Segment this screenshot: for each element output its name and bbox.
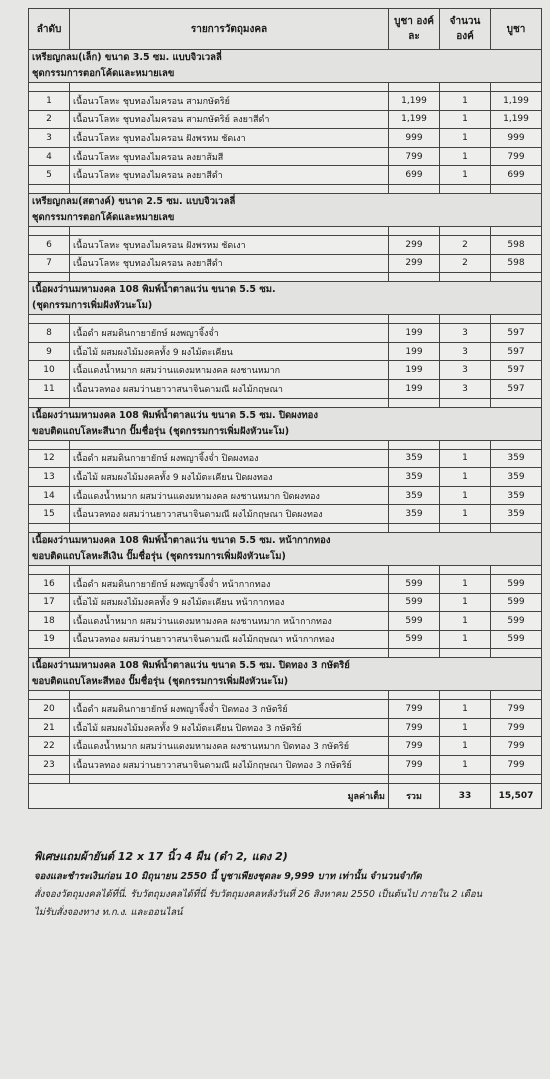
item-description: เนื้อแดงน้ำหมาก ผสมว่านแดงมหามงคล ผงชานหมาก ปิดผงทอง [70,486,389,505]
spacer-cell [70,184,389,193]
spacer-row [29,83,542,92]
item-total: 599 [491,593,542,612]
item-number: 2 [29,110,70,129]
item-total: 699 [491,166,542,185]
table-row [29,630,542,649]
table-row [29,700,542,719]
item-unit-price: 359 [389,486,440,505]
spacer-cell [70,774,389,783]
section-title-line1: เนื้อผงว่านมหามงคล 108 พิมพ์น้ำตาลแว่น ขนาด 5.5 ซม. [32,284,276,296]
spacer-cell [70,565,389,574]
spacer-cell [491,649,542,658]
item-unit-price: 799 [389,700,440,719]
section-header-row [29,50,542,83]
section-header-row [29,658,542,691]
spacer-cell [389,398,440,407]
item-number: 21 [29,718,70,737]
spacer-cell [491,273,542,282]
item-quantity: 1 [440,737,491,756]
item-quantity: 2 [440,254,491,273]
spacer-cell [29,226,70,235]
table-row [29,612,542,631]
item-number: 16 [29,574,70,593]
item-total: 359 [491,505,542,524]
item-quantity: 3 [440,379,491,398]
item-number: 22 [29,737,70,756]
item-number: 9 [29,342,70,361]
item-quantity: 3 [440,361,491,380]
section-header-row [29,407,542,440]
spacer-cell [29,315,70,324]
item-number: 10 [29,361,70,380]
item-description: เนื้อแดงน้ำหมาก ผสมว่านแดงมหามงคล ผงชานหมาก หน้ากากทอง [70,612,389,631]
table-row [29,129,542,148]
item-unit-price: 199 [389,324,440,343]
table-row [29,361,542,380]
item-quantity: 1 [440,486,491,505]
item-description: เนื้อนวโลหะ ชุบทองไมครอน ฝังพรหม ชัดเงา [70,235,389,254]
bonus-note: พิเศษแถมผ้ายันต์ 12 x 17 นิ้ว 4 ผืน (ดำ 2, แดง 2) [34,850,288,863]
item-number: 14 [29,486,70,505]
item-quantity: 2 [440,235,491,254]
item-quantity: 3 [440,342,491,361]
section-title [29,193,542,226]
spacer-cell [29,774,70,783]
spacer-row [29,184,542,193]
booking-note: จองและชำระเงินก่อน 10 มิถุนายน 2550 นี้ บูชาเพียงชุดละ 9,999 บาท เท่านั้น จำนวนจำกัด [34,871,422,882]
item-total: 359 [491,449,542,468]
item-number: 19 [29,630,70,649]
item-number: 6 [29,235,70,254]
item-unit-price: 299 [389,235,440,254]
item-description: เนื้อนวลทอง ผสมว่านยาวาสนาจินดามณี ผงไม้กฤษณา ปิดทอง 3 กษัตริย์ [70,756,389,775]
no-order-note: ไม่รับสั่งจองทาง ท.ก.ง. และออนไลน์ [34,907,183,918]
item-description: เนื้อไม้ ผสมผงไม้มงคลทั้ง 9 ผงไม้ตะเคียน ปิดผงทอง [70,468,389,487]
spacer-cell [70,649,389,658]
item-number: 5 [29,166,70,185]
table-row [29,166,542,185]
section-title [29,282,542,315]
table-row [29,254,542,273]
spacer-cell [440,523,491,532]
spacer-cell [70,226,389,235]
item-quantity: 1 [440,756,491,775]
table-header-row [29,9,542,50]
item-quantity: 1 [440,718,491,737]
item-unit-price: 999 [389,129,440,148]
item-total: 359 [491,486,542,505]
spacer-cell [440,273,491,282]
item-description: เนื้อดำ ผสมดินกายายักษ์ ผงพญาจิ้งจ่ำ ปิดทอง 3 กษัตริย์ [70,700,389,719]
item-description: เนื้อนวโลหะ ชุบทองไมครอน สามกษัตริย์ ลงยาสีดำ [70,110,389,129]
spacer-cell [389,226,440,235]
item-quantity: 3 [440,324,491,343]
item-total: 799 [491,756,542,775]
spacer-cell [29,440,70,449]
table-row [29,468,542,487]
item-description: เนื้อนวโลหะ ชุบทองไมครอน ฝังพรหม ชัดเงา [70,129,389,148]
item-quantity: 1 [440,147,491,166]
spacer-cell [70,523,389,532]
section-title-line1: เนื้อผงว่านมหามงคล 108 พิมพ์น้ำตาลแว่น ขนาด 5.5 ซม. ปิดทอง 3 กษัตริย์ [32,660,350,672]
item-unit-price: 199 [389,379,440,398]
section-title-line2: (ชุดกรรมการเพิ่มฝังหัวนะโม) [32,300,153,312]
item-number: 17 [29,593,70,612]
item-quantity: 1 [440,129,491,148]
header-description: รายการวัตถุมงคล [70,9,389,50]
item-description: เนื้อไม้ ผสมผงไม้มงคลทั้ง 9 ผงไม้ตะเคียน ปิดทอง 3 กษัตริย์ [70,718,389,737]
item-total: 597 [491,342,542,361]
item-unit-price: 599 [389,593,440,612]
item-unit-price: 799 [389,756,440,775]
spacer-cell [491,184,542,193]
summary-quantity: 33 [440,783,491,808]
spacer-row [29,315,542,324]
item-number: 12 [29,449,70,468]
item-number: 7 [29,254,70,273]
pickup-note: สั่งจองวัตถุมงคลได้ที่นี่. รับวัตถุมงคลได้ที่นี่ รับวัตถุมงคลหลังวันที่ 26 สิงหาคม 2550 เป็นต้นไป ภายใน 2 เดือน [34,889,483,900]
item-total: 799 [491,700,542,719]
item-description: เนื้อดำ ผสมดินกายายักษ์ ผงพญาจิ้งจ่ำ หน้ากากทอง [70,574,389,593]
item-total: 1,199 [491,110,542,129]
spacer-cell [29,565,70,574]
spacer-row [29,691,542,700]
spacer-row [29,398,542,407]
spacer-cell [389,273,440,282]
spacer-cell [389,184,440,193]
item-total: 599 [491,574,542,593]
item-unit-price: 199 [389,342,440,361]
item-quantity: 1 [440,574,491,593]
item-number: 23 [29,756,70,775]
summary-row [29,783,542,808]
item-unit-price: 299 [389,254,440,273]
table-row [29,147,542,166]
spacer-cell [491,565,542,574]
table-row [29,92,542,111]
section-title-line1: เนื้อผงว่านมหามงคล 108 พิมพ์น้ำตาลแว่น ขนาด 5.5 ซม. ปิดผงทอง [32,409,318,421]
spacer-cell [389,523,440,532]
section-title-line2: ชุดกรรมการตอกโค้ดและหมายเลข [32,68,175,79]
spacer-row [29,649,542,658]
section-title-line1: เหรียญกลม(สตางค์) ขนาด 2.5 ซม. แบบจิวเวลลี่ [32,195,236,207]
section-title-line2: ขอบติดแถบโลหะสีทอง ปั๊มชื่อรุ่น (ชุดกรรมการเพิ่มฝังหัวนะโม) [32,676,289,688]
spacer-cell [440,226,491,235]
summary-label: มูลค่าเต็ม [29,783,389,808]
table-row [29,593,542,612]
item-description: เนื้อนวโลหะ ชุบทองไมครอน ลงยาสีดำ [70,166,389,185]
spacer-cell [29,691,70,700]
spacer-cell [389,440,440,449]
table-row [29,486,542,505]
item-quantity: 1 [440,449,491,468]
spacer-cell [440,649,491,658]
item-description: เนื้อนวลทอง ผสมว่านยาวาสนาจินดามณี ผงไม้กฤษณา หน้ากากทอง [70,630,389,649]
spacer-cell [389,691,440,700]
item-description: เนื้อนวโลหะ ชุบทองไมครอน ลงยาสีดำ [70,254,389,273]
item-total: 359 [491,468,542,487]
spacer-cell [29,83,70,92]
spacer-cell [389,565,440,574]
item-total: 1,199 [491,92,542,111]
spacer-cell [491,315,542,324]
item-quantity: 1 [440,505,491,524]
item-total: 599 [491,630,542,649]
section-title-line1: เหรียญกลม(เล็ก) ขนาด 3.5 ซม. แบบจิวเวลลี่ [32,52,222,63]
spacer-cell [491,398,542,407]
section-title-line2: ขอบติดแถบโลหะสีเงิน ปั๊มชื่อรุ่น (ชุดกรรมการเพิ่มฝังหัวนะโม) [32,550,286,562]
section-title [29,407,542,440]
item-description: เนื้อแดงน้ำหมาก ผสมว่านแดงมหามงคล ผงชานหมาก [70,361,389,380]
section-title [29,658,542,691]
spacer-cell [491,691,542,700]
item-unit-price: 359 [389,449,440,468]
table-row [29,737,542,756]
item-description: เนื้อนวลทอง ผสมว่านยาวาสนาจินดามณี ผงไม้กฤษณา ปิดผงทอง [70,505,389,524]
item-number: 1 [29,92,70,111]
spacer-cell [29,273,70,282]
spacer-cell [389,649,440,658]
item-total: 597 [491,361,542,380]
spacer-row [29,774,542,783]
header-quantity: จำนวน องค์ [440,9,491,50]
item-description: เนื้อนวลทอง ผสมว่านยาวาสนาจินดามณี ผงไม้กฤษณา [70,379,389,398]
spacer-cell [70,83,389,92]
item-total: 799 [491,147,542,166]
spacer-cell [440,315,491,324]
section-title [29,50,542,83]
item-unit-price: 799 [389,737,440,756]
spacer-cell [440,83,491,92]
spacer-cell [440,774,491,783]
spacer-row [29,440,542,449]
spacer-cell [29,649,70,658]
spacer-cell [70,273,389,282]
item-number: 8 [29,324,70,343]
item-quantity: 1 [440,612,491,631]
spacer-row [29,226,542,235]
spacer-cell [491,83,542,92]
header-unit-price: บูชา องค์ละ [389,9,440,50]
table-row [29,342,542,361]
spacer-cell [70,691,389,700]
spacer-cell [491,440,542,449]
item-description: เนื้อนวโลหะ ชุบทองไมครอน ลงยาส้มสี [70,147,389,166]
section-header-row [29,193,542,226]
item-total: 799 [491,718,542,737]
item-unit-price: 359 [389,468,440,487]
item-total: 597 [491,324,542,343]
item-total: 999 [491,129,542,148]
spacer-row [29,565,542,574]
header-no: ลำดับ [29,9,70,50]
notes-block [34,848,544,922]
table-row [29,324,542,343]
section-title-line1: เนื้อผงว่านมหามงคล 108 พิมพ์น้ำตาลแว่น ขนาด 5.5 ซม. หน้ากากทอง [32,534,331,546]
spacer-cell [70,440,389,449]
spacer-cell [29,184,70,193]
item-number: 20 [29,700,70,719]
item-description: เนื้อนวโลหะ ชุบทองไมครอน สามกษัตริย์ [70,92,389,111]
spacer-row [29,523,542,532]
item-total: 598 [491,235,542,254]
spacer-cell [389,83,440,92]
item-unit-price: 599 [389,574,440,593]
item-total: 799 [491,737,542,756]
section-title-line2: ชุดกรรมการตอกโค้ดและหมายเลข [32,211,175,223]
table-body [29,50,542,809]
spacer-cell [440,691,491,700]
table-row [29,235,542,254]
item-quantity: 1 [440,700,491,719]
spacer-cell [440,184,491,193]
section-header-row [29,282,542,315]
section-title [29,532,542,565]
item-unit-price: 359 [389,505,440,524]
item-unit-price: 699 [389,166,440,185]
item-description: เนื้อไม้ ผสมผงไม้มงคลทั้ง 9 ผงไม้ตะเคียน [70,342,389,361]
item-description: เนื้อแดงน้ำหมาก ผสมว่านแดงมหามงคล ผงชานหมาก ปิดทอง 3 กษัตริย์ [70,737,389,756]
item-quantity: 1 [440,468,491,487]
table-row [29,379,542,398]
spacer-cell [440,565,491,574]
spacer-row [29,273,542,282]
item-total: 598 [491,254,542,273]
spacer-cell [440,440,491,449]
table-row [29,449,542,468]
table-row [29,110,542,129]
item-quantity: 1 [440,166,491,185]
item-description: เนื้อดำ ผสมดินกายายักษ์ ผงพญาจิ้งจ่ำ [70,324,389,343]
item-unit-price: 1,199 [389,110,440,129]
spacer-cell [440,398,491,407]
item-unit-price: 1,199 [389,92,440,111]
item-number: 18 [29,612,70,631]
item-quantity: 1 [440,92,491,111]
spacer-cell [491,226,542,235]
spacer-cell [29,523,70,532]
item-number: 4 [29,147,70,166]
item-number: 3 [29,129,70,148]
item-description: เนื้อดำ ผสมดินกายายักษ์ ผงพญาจิ้งจ่ำ ปิดผงทอง [70,449,389,468]
item-description: เนื้อไม้ ผสมผงไม้มงคลทั้ง 9 ผงไม้ตะเคียน หน้ากากทอง [70,593,389,612]
spacer-cell [70,315,389,324]
item-number: 13 [29,468,70,487]
spacer-cell [389,315,440,324]
item-number: 15 [29,505,70,524]
summary-total: 15,507 [491,783,542,808]
item-unit-price: 799 [389,718,440,737]
item-unit-price: 799 [389,147,440,166]
price-list-table [28,8,542,809]
spacer-cell [389,774,440,783]
spacer-cell [29,398,70,407]
item-quantity: 1 [440,593,491,612]
table-row [29,505,542,524]
spacer-cell [491,774,542,783]
spacer-cell [491,523,542,532]
summary-sub-label: รวม [389,783,440,808]
table-row [29,718,542,737]
table-row [29,574,542,593]
section-title-line2: ขอบติดแถบโลหะสีนาก ปั๊มชื่อรุ่น (ชุดกรรมการเพิ่มฝังหัวนะโม) [32,425,290,437]
header-total: บูชา [491,9,542,50]
item-total: 599 [491,612,542,631]
table-row [29,756,542,775]
item-total: 597 [491,379,542,398]
item-unit-price: 599 [389,630,440,649]
item-number: 11 [29,379,70,398]
spacer-cell [70,398,389,407]
item-unit-price: 199 [389,361,440,380]
item-quantity: 1 [440,110,491,129]
item-quantity: 1 [440,630,491,649]
item-unit-price: 599 [389,612,440,631]
section-header-row [29,532,542,565]
